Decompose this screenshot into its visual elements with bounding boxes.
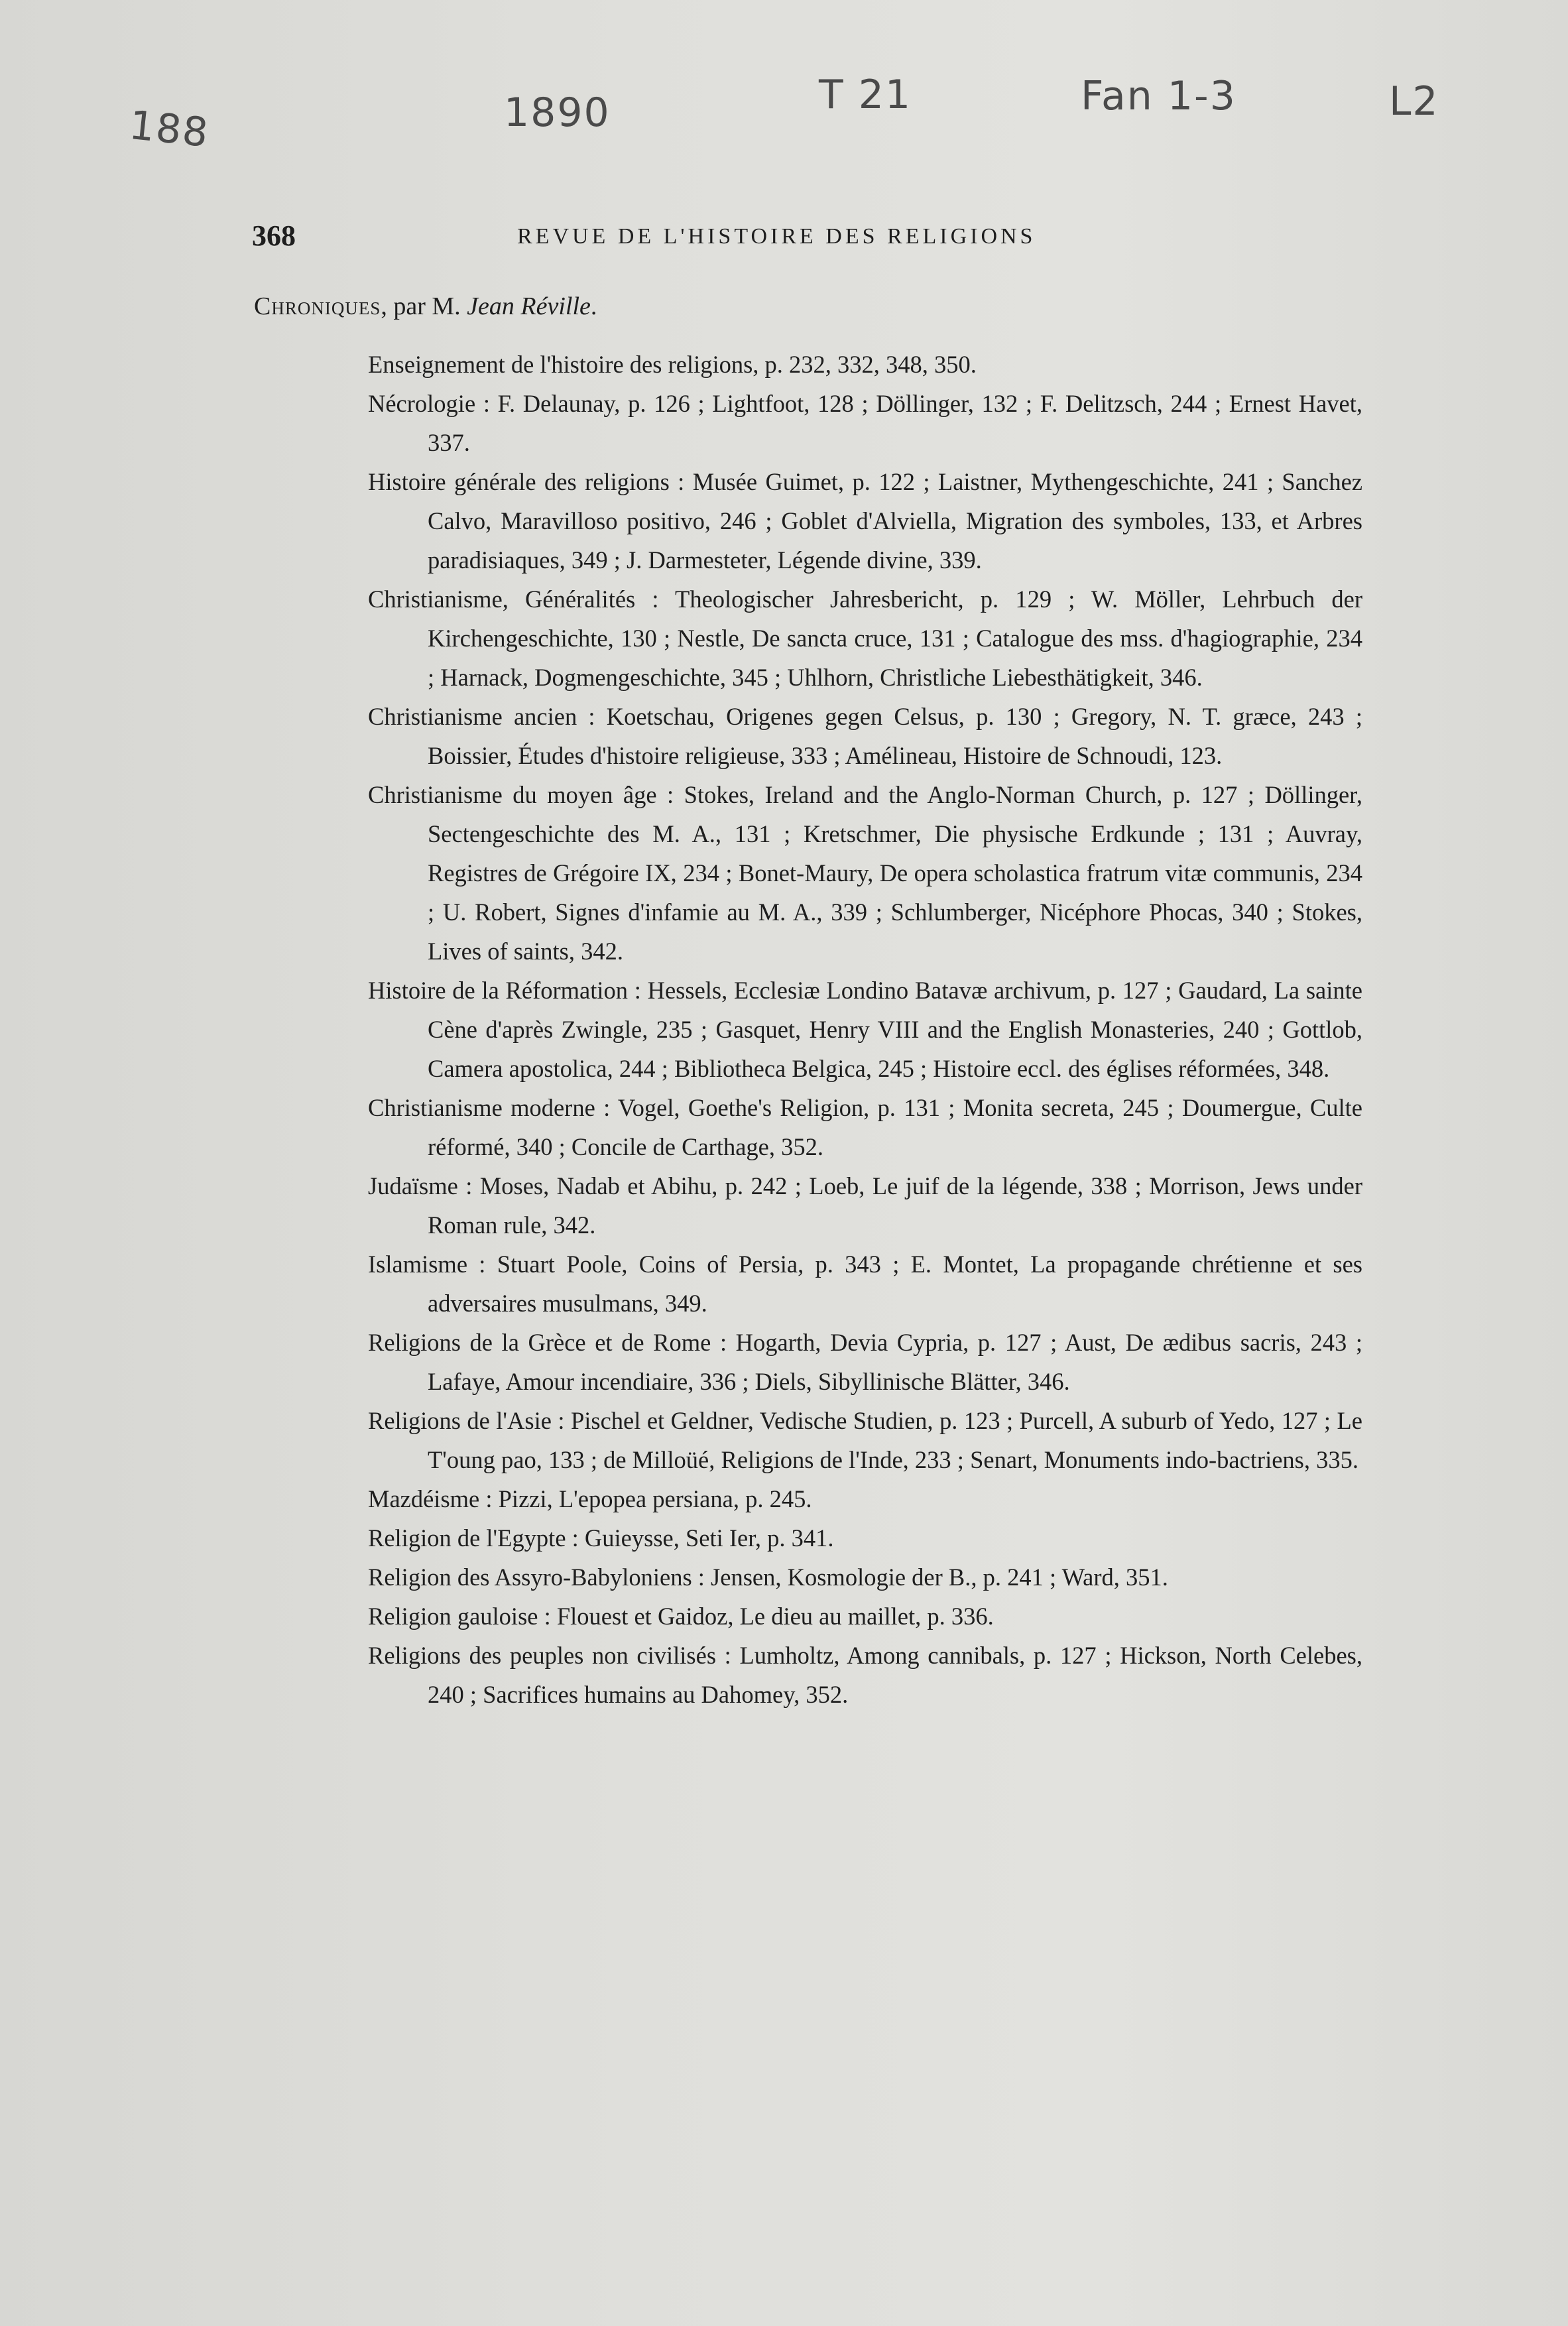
entry-histoire-generale: Histoire générale des religions : Musée Guimet, p. 122 ; Laistner, Mythengeschichte, 241 ; Sanchez Calvo, Maravilloso positivo, 246 ; Goblet d'Alviella, Migration des symboles, 133, et Arbres paradisiaques, 349 ; J. Darmesteter, Légende divine, 339. (368, 468, 1362, 574)
section-heading-suffix: . (590, 292, 597, 320)
section-heading-author: Jean Réville (467, 292, 591, 320)
page-header (252, 206, 1379, 265)
pencil-annotation-4: Fan 1-3 (1081, 73, 1236, 119)
entry-christianisme-generalites: Christianisme, Généralités : Theologischer Jahresbericht, p. 129 ; W. Möller, Lehrbuch der Kirchengeschichte, 130 ; Nestle, De sancta cruce, 131 ; Catalogue des mss. d'hagiographie, 234 ; Harnack, Dogmengeschichte, 345 ; Uhlhorn, Christliche Liebesthätigkeit, 346. (368, 585, 1362, 691)
entry-egypte: Religion de l'Egypte : Guieysse, Seti Ier, p. 341. (368, 1524, 834, 1552)
entry-grece-rome: Religions de la Grèce et de Rome : Hogarth, Devia Cypria, p. 127 ; Aust, De ædibus sacris, 243 ; Lafaye, Amour incendiaire, 336 ; Diels, Sibyllinische Blätter, 346. (368, 1329, 1362, 1395)
entry-enseignement: Enseignement de l'histoire des religions, p. 232, 332, 348, 350. (368, 351, 977, 378)
entry-islamisme: Islamisme : Stuart Poole, Coins of Persia, p. 343 ; E. Montet, La propagande chrétienne et ses adversaires musulmans, 349. (368, 1251, 1362, 1317)
entry-christianisme-moyen-age: Christianisme du moyen âge : Stokes, Ireland and the Anglo-Norman Church, p. 127 ; Döllinger, Sectengeschichte des M. A., 131 ; Kretschmer, Die physische Erdkunde ; 131 ; Auvray, Registres de Grégoire IX, 234 ; Bonet-Maury, De opera scholastica fratrum vitæ communis, 234 ; U. Robert, Signes d'infamie au M. A., 339 ; Schlumberger, Nicéphore Phocas, 340 ; Stokes, Lives of saints, 342. (368, 781, 1362, 965)
entry-necrologie: Nécrologie : F. Delaunay, p. 126 ; Lightfoot, 128 ; Döllinger, 132 ; F. Delitzsch, 244 ; Ernest Havet, 337. (368, 390, 1362, 456)
entry-judaisme: Judaïsme : Moses, Nadab et Abihu, p. 242 ; Loeb, Le juif de la légende, 338 ; Morrison, Jews under Roman rule, 342. (368, 1172, 1362, 1239)
pencil-annotation-5: L2 (1389, 78, 1439, 125)
pencil-annotation-3: T 21 (819, 72, 912, 118)
entry-mazdeisme: Mazdéisme : Pizzi, L'epopea persiana, p. 245. (368, 1485, 812, 1512)
page-number: 368 (252, 219, 296, 252)
entry-christianisme-ancien: Christianisme ancien : Koetschau, Origenes gegen Celsus, p. 130 ; Gregory, N. T. græce, 243 ; Boissier, Études d'histoire religieuse, 333 ; Amélineau, Histoire de Schnoudi, 123. (368, 703, 1362, 769)
entry-christianisme-moderne: Christianisme moderne : Vogel, Goethe's Religion, p. 131 ; Monita secreta, 245 ; Doumergue, Culte réformé, 340 ; Concile de Carthage, 352. (368, 1094, 1362, 1160)
entry-assyro-babyloniens: Religion des Assyro-Babyloniens : Jensen, Kosmologie der B., p. 241 ; Ward, 351. (368, 1563, 1168, 1591)
pencil-annotation-1: 188 (127, 101, 211, 157)
running-title: REVUE DE L'HISTOIRE DES RELIGIONS (517, 224, 1036, 249)
entry-peuples-non-civilises: Religions des peuples non civilisés : Lumholtz, Among cannibals, p. 127 ; Hickson, North Celebes, 240 ; Sacrifices humains au Dahomey, 352. (368, 1642, 1362, 1708)
entry-gauloise: Religion gauloise : Flouest et Gaidoz, Le dieu au maillet, p. 336. (368, 1603, 994, 1630)
section-heading-prefix: Chroniques (254, 292, 381, 320)
section-heading-mid: , par M. (381, 292, 467, 320)
pencil-annotation-2: 1890 (504, 90, 611, 136)
entry-asie: Religions de l'Asie : Pischel et Geldner, Vedische Studien, p. 123 ; Purcell, A suburb of Yedo, 127 ; Le T'oung pao, 133 ; de Milloüé, Religions de l'Inde, 233 ; Senart, Monuments indo-bactriens, 335. (368, 1407, 1362, 1473)
section-heading (254, 292, 597, 321)
chronicle-entries (368, 345, 1362, 1714)
entry-reformation: Histoire de la Réformation : Hessels, Ecclesiæ Londino Batavæ archivum, p. 127 ; Gaudard, La sainte Cène d'après Zwingle, 235 ; Gasquet, Henry VIII and the English Monasteries, 240 ; Gottlob, Camera apostolica, 244 ; Bibliotheca Belgica, 245 ; Histoire eccl. des églises réformées, 348. (368, 977, 1362, 1082)
